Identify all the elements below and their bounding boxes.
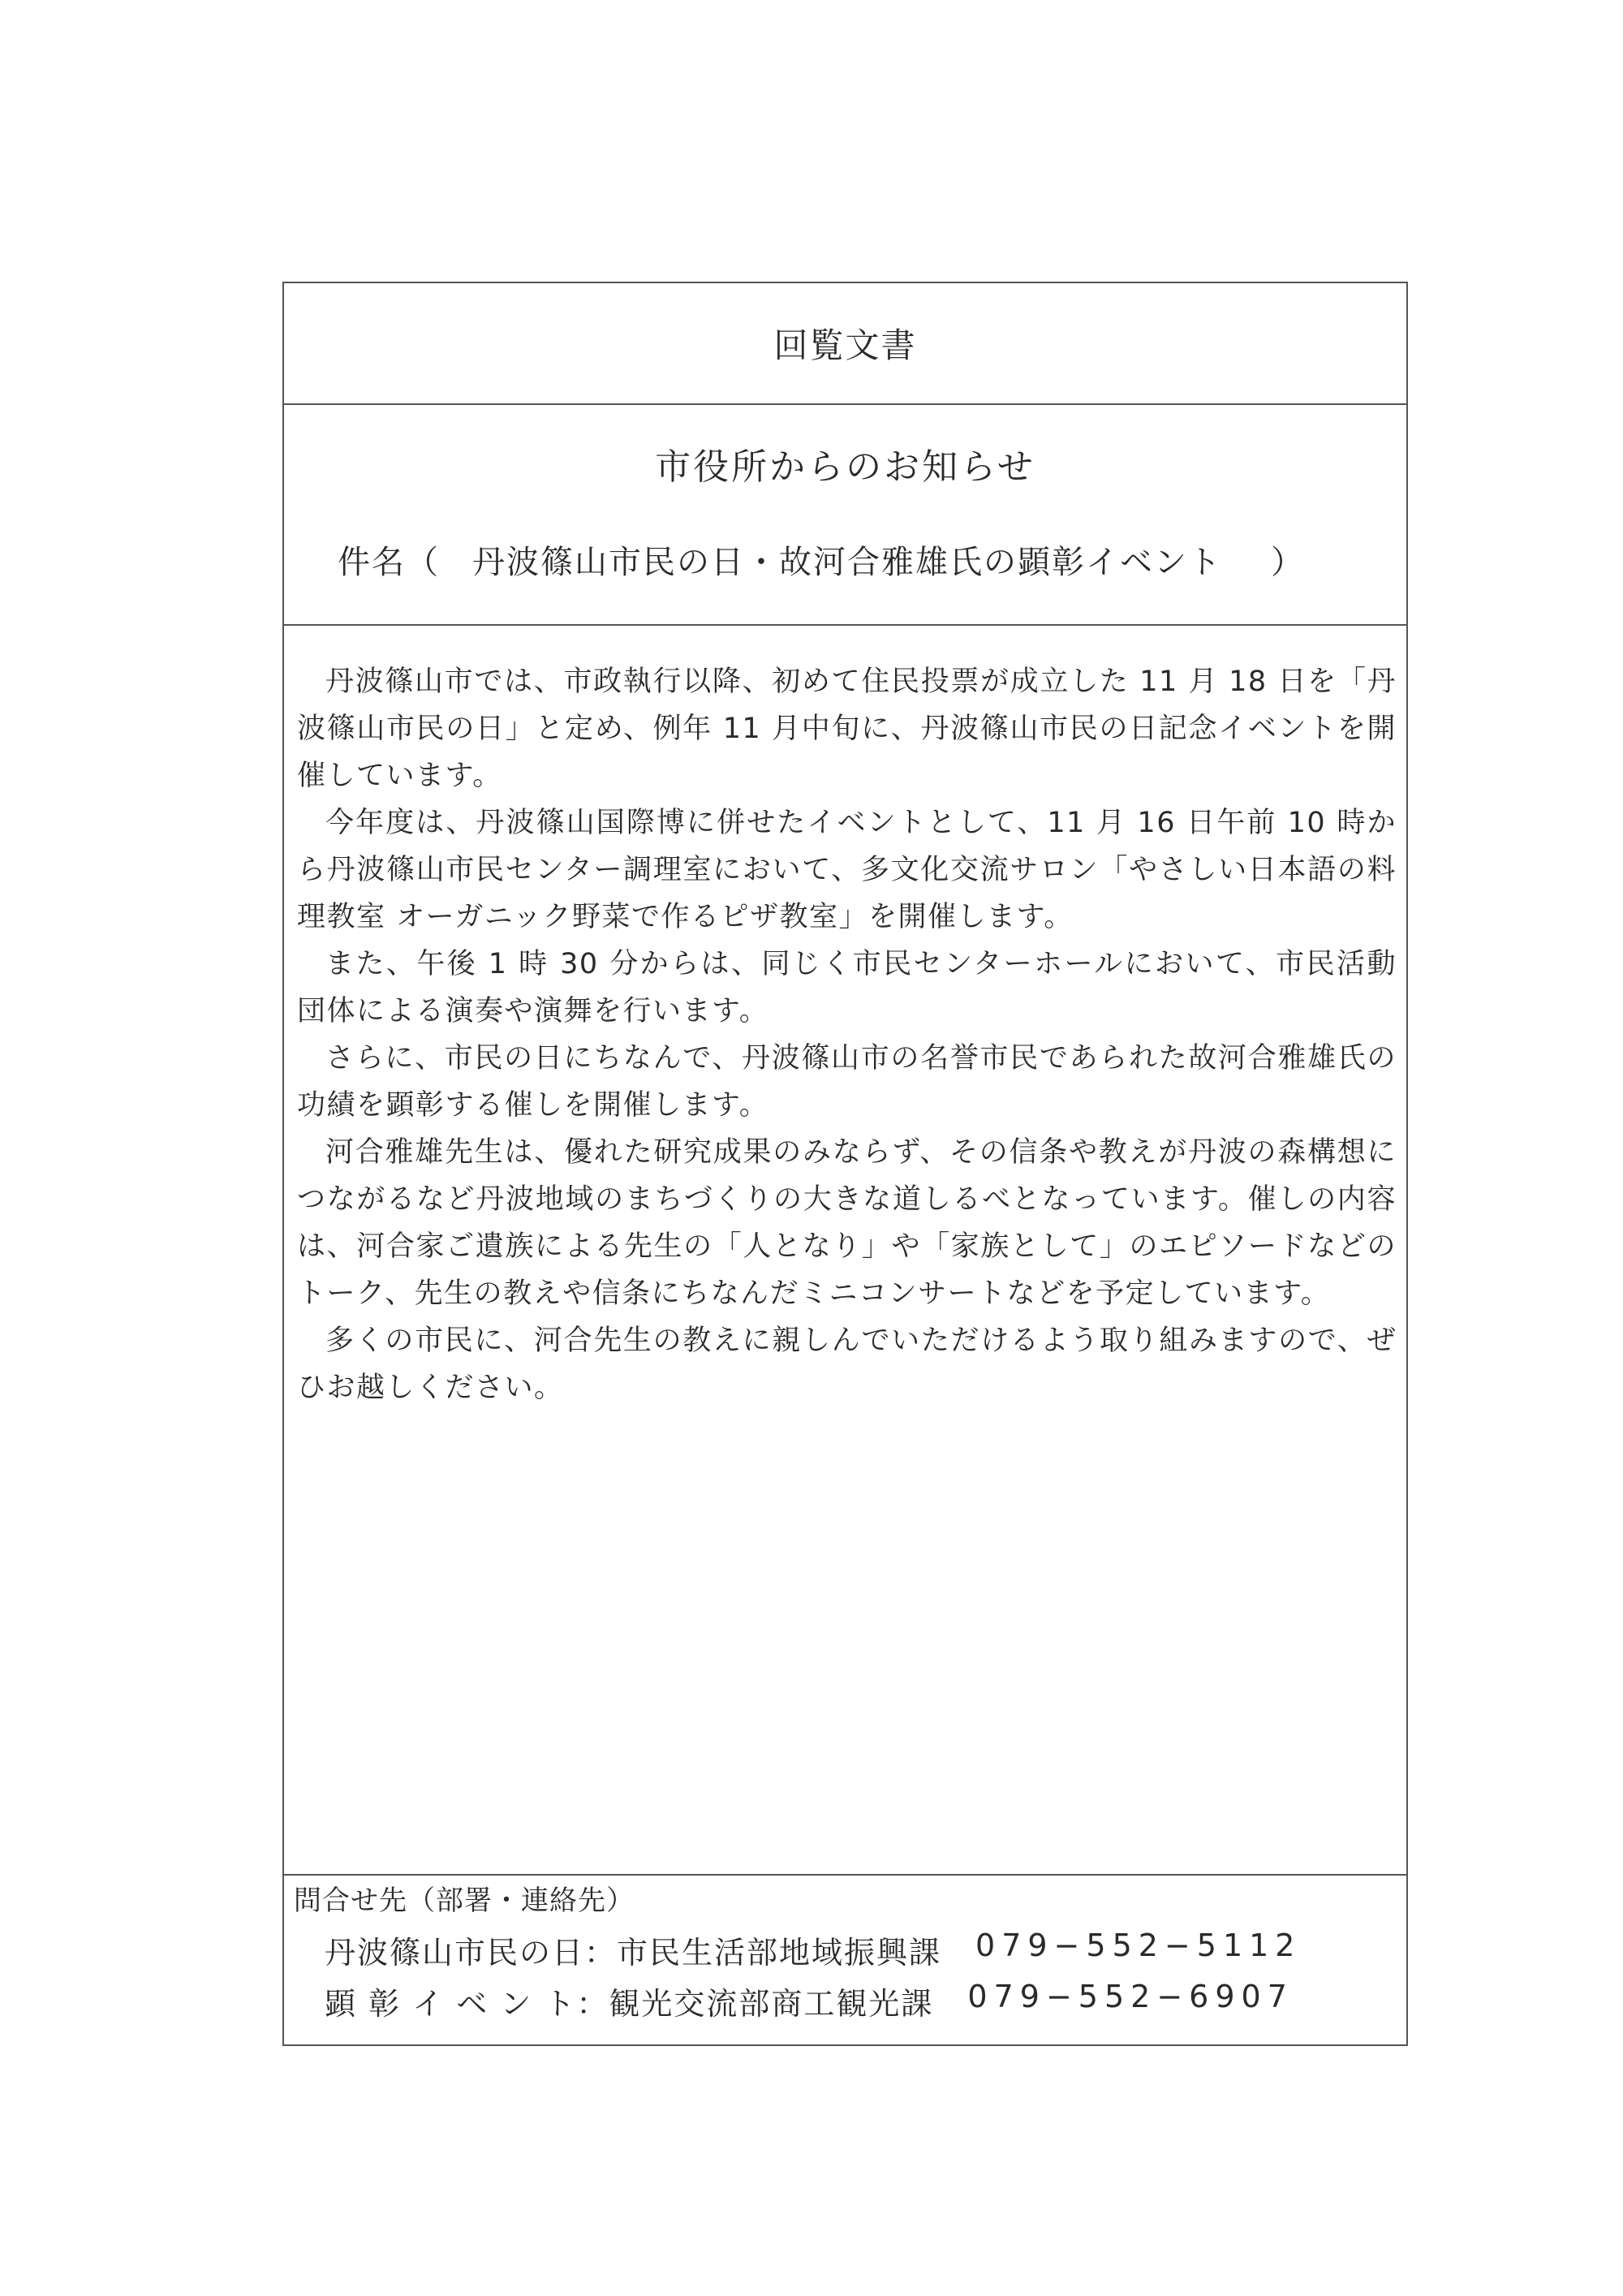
paragraph: 丹波篠山市では、市政執行以降、初めて住民投票が成立した 11 月 18 日を「丹波篠山市民の日」と定め、例年 11 月中旬に、丹波篠山市民の日記念イベントを開催しています。 [297,666,1397,792]
document-title: 回覧文書 [284,283,1406,405]
subject-close-paren: ） [1271,544,1305,581]
subject-label: 件名（ [338,544,440,581]
contact-department: 市民生活部地域振興課 [617,1935,942,1971]
paragraph: また、午後 1 時 30 分からは、同じく市民センターホールにおいて、市民活動団体による演奏や演舞を行います。 [297,948,1397,1027]
notice-heading: 市役所からのお知らせ [655,446,1035,488]
paragraph: 今年度は、丹波篠山国際博に併せたイベントとして、11 月 16 日午前 10 時から丹波篠山市民センター調理室において、多文化交流サロン「やさしい日本語の料理教室 オーガニック野菜で作るピザ教室」を開催します。 [297,807,1397,933]
paragraph: 河合雅雄先生は、優れた研究成果のみならず、その信条や教えが丹波の森構想につながるなど丹波地域のまちづくりの大きな道しるべとなっています。催しの内容は、河合家ご遺族による先生の「人となり」や「家族として」のエピソードなどのトーク、先生の教えや信条にちなんだミニコンサートなどを予定しています。 [297,1136,1397,1310]
contact-department: 観光交流部商工観光課 [609,1986,934,2022]
contact-row [325,1979,1294,2023]
contact-event: 丹波篠山市民の日： [325,1935,618,1971]
notice-body [297,658,1397,1411]
contact-row [325,1928,1301,1972]
contact-event: 顕 彰 イ ベ ン ト： [325,1986,609,2022]
contact-phone: 079−552−6907 [967,1979,1294,2014]
paragraph: さらに、市民の日にちなんで、丹波篠山市の名誉市民であられた故河合雅雄氏の功績を顕彰する催しを開催します。 [297,1042,1397,1122]
contact-phone: 079−552−5112 [975,1928,1302,1963]
subject-text: 丹波篠山市民の日・故河合雅雄氏の顕彰イベント [472,544,1222,581]
subject-section [284,405,1406,626]
contact-label: 問合せ先（部署・連絡先） [294,1885,635,1917]
subject-line [338,536,1305,583]
paragraph: 多くの市民に、河合先生の教えに親しんでいただけるよう取り組みますので、ぜひお越しください。 [297,1325,1397,1404]
circular-document-frame [282,282,1408,2046]
